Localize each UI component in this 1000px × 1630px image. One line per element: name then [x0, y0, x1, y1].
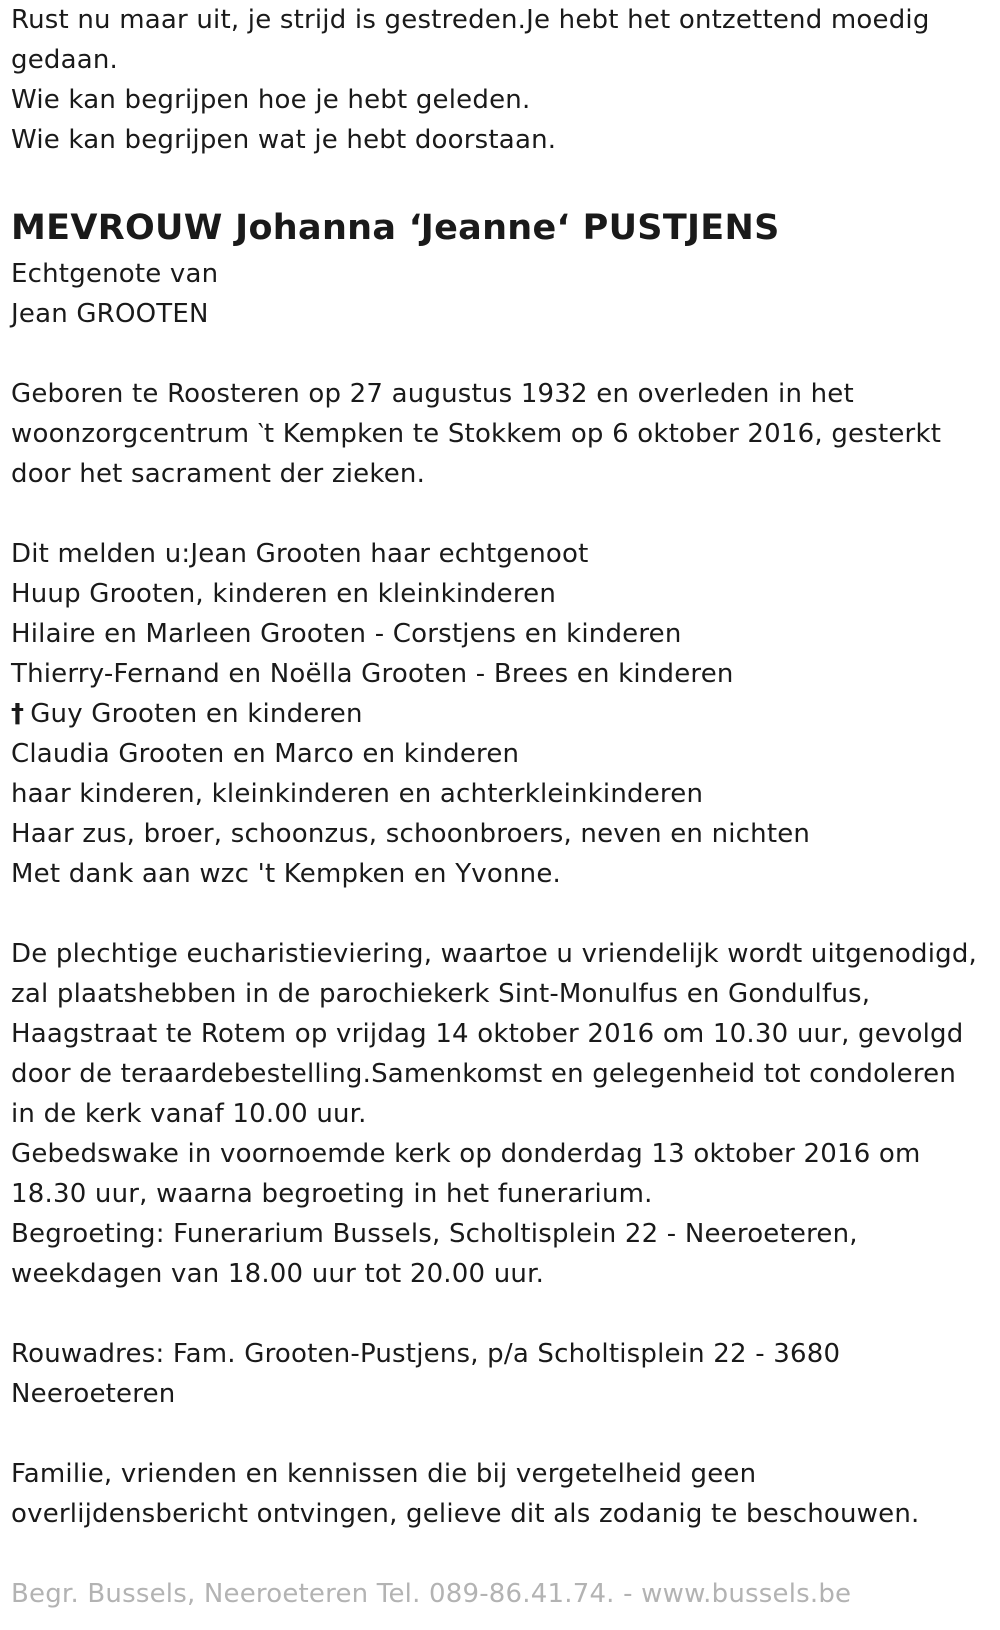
- spacer: [11, 334, 996, 374]
- family-line: Dit melden u:Jean Grooten haar echtgenoot: [11, 539, 589, 569]
- ceremony-paragraph: [11, 934, 996, 1294]
- text-line: in de kerk vanaf 10.00 uur.: [11, 1099, 367, 1129]
- spacer: [11, 160, 996, 200]
- mourning-address: [11, 1334, 996, 1414]
- spouse-name: Jean GROOTEN: [11, 299, 209, 329]
- notice-paragraph: [11, 1454, 996, 1534]
- family-list: [11, 534, 996, 894]
- funeral-home-footer: Begr. Bussels, Neeroeteren Tel. 089-86.41.74. - www.bussels.be: [11, 1579, 852, 1609]
- text-line: Familie, vrienden en kennissen die bij vergetelheid geen: [11, 1459, 757, 1489]
- poem: [11, 0, 996, 160]
- poem-line: gedaan.: [11, 45, 119, 75]
- text-line: door het sacrament der zieken.: [11, 459, 426, 489]
- family-line: Haar zus, broer, schoonzus, schoonbroers, neven en nichten: [11, 819, 811, 849]
- relation-label: Echtgenote van: [11, 259, 219, 289]
- poem-line: Wie kan begrijpen wat je hebt doorstaan.: [11, 125, 557, 155]
- family-line: haar kinderen, kleinkinderen en achterkleinkinderen: [11, 779, 704, 809]
- text-line: overlijdensbericht ontvingen, gelieve dit als zodanig te beschouwen.: [11, 1499, 920, 1529]
- spacer: [11, 1534, 996, 1574]
- birth-death-paragraph: [11, 374, 996, 494]
- text-line: zal plaatshebben in de parochiekerk Sint-Monulfus en Gondulfus,: [11, 979, 871, 1009]
- spacer: [11, 894, 996, 934]
- family-line: Claudia Grooten en Marco en kinderen: [11, 739, 520, 769]
- cross-icon: †: [11, 699, 25, 729]
- text-line: De plechtige eucharistieviering, waartoe u vriendelijk wordt uitgenodigd,: [11, 939, 977, 969]
- text-line: weekdagen van 18.00 uur tot 20.00 uur.: [11, 1259, 545, 1289]
- text-line: door de teraardebestelling.Samenkomst en gelegenheid tot condoleren: [11, 1059, 957, 1089]
- text-line: Gebedswake in voornoemde kerk op donderdag 13 oktober 2016 om: [11, 1139, 921, 1169]
- family-line: Huup Grooten, kinderen en kleinkinderen: [11, 579, 557, 609]
- spacer: [11, 494, 996, 534]
- spacer: [11, 1294, 996, 1334]
- text-line: woonzorgcentrum ‵t Kempken te Stokkem op 6 oktober 2016, gesterkt: [11, 419, 942, 449]
- family-line-deceased: [11, 694, 996, 734]
- poem-line: Rust nu maar uit, je strijd is gestreden.Je hebt het ontzettend moedig: [11, 5, 930, 35]
- text-line: Geboren te Roosteren op 27 augustus 1932 en overleden in het: [11, 379, 854, 409]
- obituary-notice: [11, 0, 996, 1614]
- family-line: Thierry-Fernand en Noëlla Grooten - Brees en kinderen: [11, 659, 734, 689]
- deceased-name: MEVROUW Johanna ‘Jeanne‘ PUSTJENS: [11, 208, 780, 248]
- text-line: 18.30 uur, waarna begroeting in het funerarium.: [11, 1179, 653, 1209]
- spacer: [11, 1414, 996, 1454]
- family-line: Met dank aan wzc 't Kempken en Yvonne.: [11, 859, 561, 889]
- poem-line: Wie kan begrijpen hoe je hebt geleden.: [11, 85, 531, 115]
- text-line: Rouwadres: Fam. Grooten-Pustjens, p/a Scholtisplein 22 - 3680: [11, 1339, 841, 1369]
- text-line: Neeroeteren: [11, 1379, 176, 1409]
- family-line: Hilaire en Marleen Grooten - Corstjens en kinderen: [11, 619, 682, 649]
- text-line: Haagstraat te Rotem op vrijdag 14 oktober 2016 om 10.30 uur, gevolgd: [11, 1019, 964, 1049]
- text-line: Begroeting: Funerarium Bussels, Scholtisplein 22 - Neeroeteren,: [11, 1219, 858, 1249]
- family-line-text: Guy Grooten en kinderen: [30, 699, 363, 729]
